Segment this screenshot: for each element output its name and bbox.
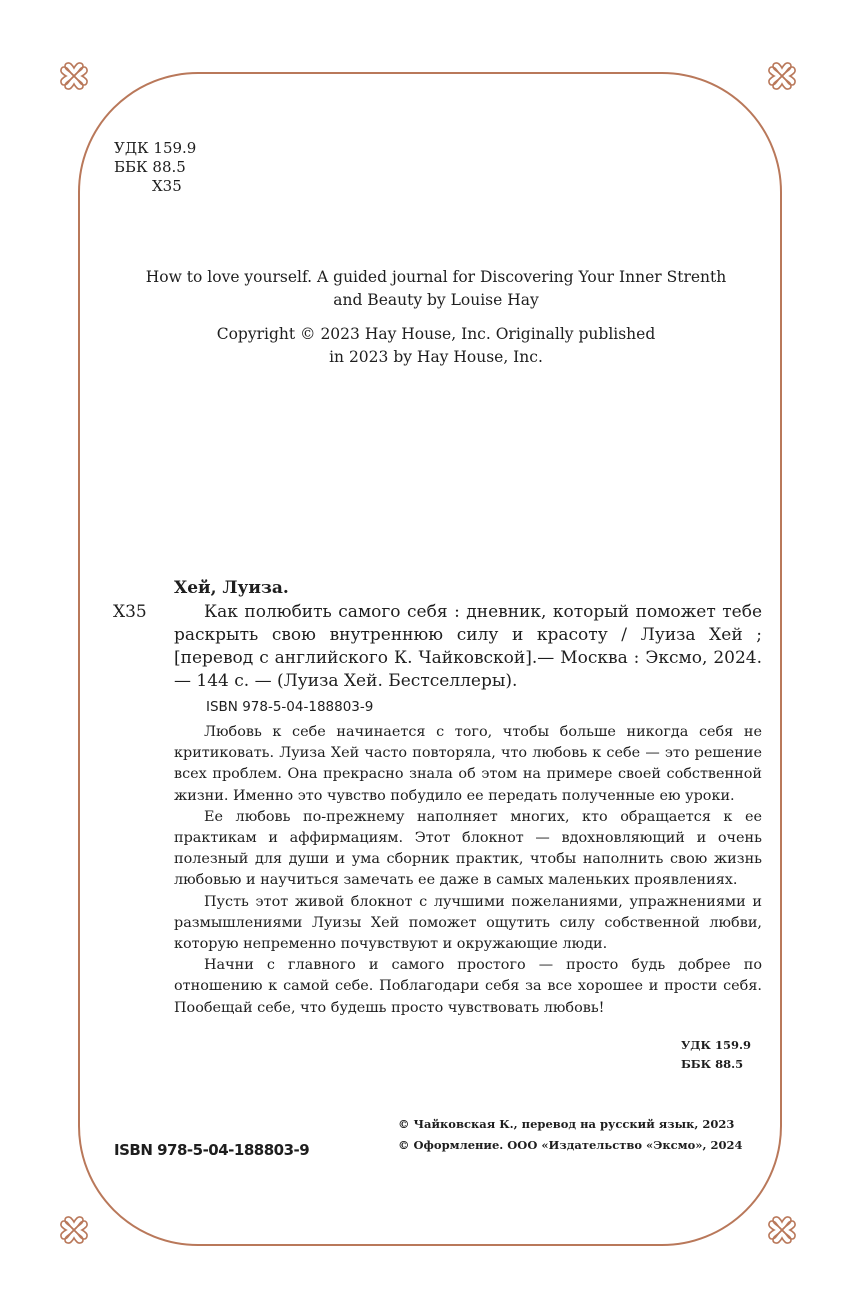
bibliography-author-mark: Х35 bbox=[113, 602, 147, 622]
bbk-code: ББК 88.5 bbox=[114, 158, 186, 176]
annotation-paragraph: Ее любовь по-прежнему наполняет многих, кто обращается к ее практикам и аффирмациям. Этот блокнот — вдохновляющий и очень полезный для души и ума сборник практик, чтобы наполнить свою жизнь любовью и научиться замечать ее даже в самых маленьких проявлениях. bbox=[174, 808, 762, 889]
classification-codes bbox=[114, 139, 196, 196]
isbn-record: ISBN 978-5-04-188803-9 bbox=[206, 699, 374, 715]
footer-bbk-code: ББК 88.5 bbox=[680, 1057, 744, 1071]
bibliographic-record: Как полюбить самого себя : дневник, который поможет тебе раскрыть свою внутреннюю силу и красоту / Луиза Хей ; [перевод с английского К. Чайковской].— Москва : Эксмо, 2024. — 144 с. — (Луиза Хей. Бестселлеры). bbox=[174, 602, 762, 691]
author-mark: Х35 bbox=[152, 177, 182, 195]
isbn-footer: ISBN 978-5-04-188803-9 bbox=[114, 1141, 310, 1159]
heart-knot-ornament-icon bbox=[59, 1215, 89, 1245]
original-title: How to love yourself. A guided journal for Discovering Your Inner Strenth and Beauty by Louise Hay bbox=[145, 268, 727, 309]
copyright-notices bbox=[398, 1114, 743, 1156]
annotation-paragraph: Начни с главного и самого простого — просто будь добрее по отношению к самой себе. Поблагодари себя за все хорошее и прости себя. Пообещай себе, что будешь просто чувствовать любовь! bbox=[174, 957, 762, 1016]
heart-knot-ornament-icon bbox=[767, 1215, 797, 1245]
annotation bbox=[174, 722, 762, 1019]
translation-copyright: © Чайковская К., перевод на русский язык, 2023 bbox=[398, 1117, 735, 1131]
annotation-paragraph: Любовь к себе начинается с того, чтобы больше никогда себя не критиковать. Луиза Хей часто повторяла, что любовь к себе — это решение всех проблем. Она прекрасно знала об этом на примере своей собственной жизни. Именно это чувство побудило ее передать полученные ею уроки. bbox=[174, 724, 762, 804]
annotation-paragraph: Пусть этот живой блокнот с лучшими пожеланиями, упражнениями и размышлениями Луизы Хей поможет ощутить силу собственной любви, которую непременно почувствуют и окружающие люди. bbox=[174, 893, 762, 953]
udk-code: УДК 159.9 bbox=[114, 139, 197, 157]
heart-knot-ornament-icon bbox=[767, 61, 797, 91]
design-copyright: © Оформление. ООО «Издательство «Эксмо», 2024 bbox=[398, 1138, 743, 1152]
author-name: Хей, Луиза. bbox=[174, 578, 289, 598]
footer-classification-codes bbox=[681, 1036, 751, 1074]
footer-udk-code: УДК 159.9 bbox=[680, 1038, 751, 1052]
heart-knot-ornament-icon bbox=[59, 61, 89, 91]
original-copyright: Copyright © 2023 Hay House, Inc. Originally published in 2023 by Hay House, Inc. bbox=[216, 325, 656, 366]
